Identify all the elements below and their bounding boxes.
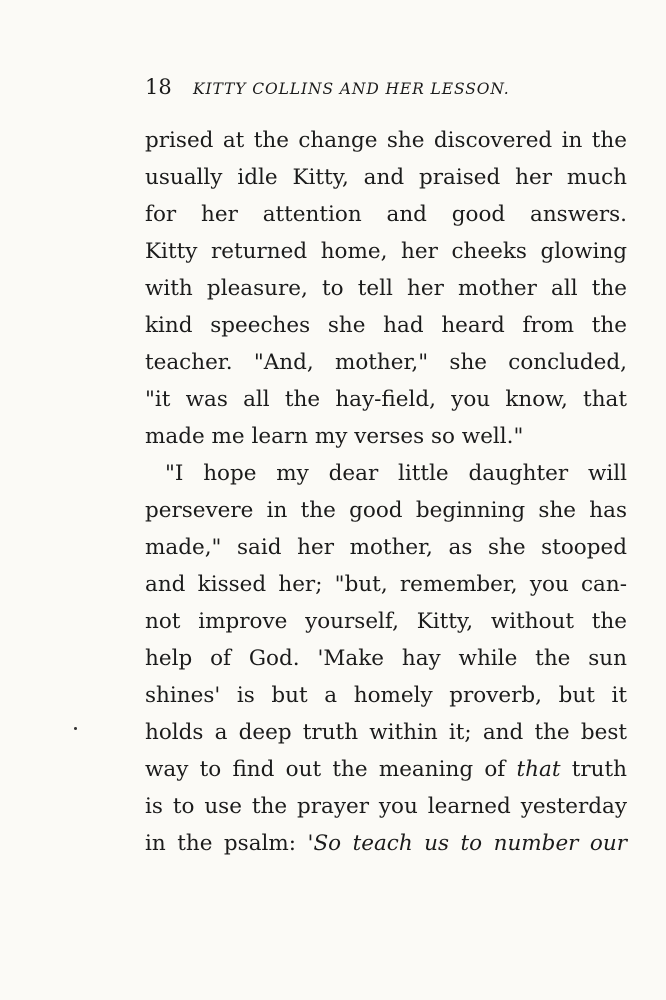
text-line: made," said her mother, as she stooped [145, 535, 627, 560]
text-line: help of God. 'Make hay while the sun [145, 646, 627, 671]
text-line: with pleasure, to tell her mother all the [145, 276, 627, 301]
page-number: 18 [145, 75, 172, 99]
running-title: KITTY COLLINS AND HER LESSON. [193, 80, 510, 98]
text-line: made me learn my verses so well." [145, 424, 524, 449]
text-line: for her attention and good answers. [145, 202, 627, 227]
text-line: prised at the change she discovered in the [145, 128, 627, 153]
text-line [145, 751, 627, 788]
text-line: "I hope my dear little daughter will [165, 461, 627, 486]
text-segment: way to find out the meaning of [145, 757, 506, 782]
text-line: usually idle Kitty, and praised her much [145, 165, 627, 190]
text-line: persevere in the good beginning she has [145, 498, 627, 523]
ink-speck [74, 727, 77, 730]
text-line: kind speeches she had heard from the [145, 313, 627, 338]
text-line: Kitty returned home, her cheeks glowing [145, 239, 627, 264]
page-header [145, 72, 625, 104]
text-line: not improve yourself, Kitty, without the [145, 609, 627, 634]
text-line: shines' is but a homely proverb, but it [145, 683, 627, 708]
emphasis-text: that [516, 757, 561, 782]
text-line: holds a deep truth within it; and the best [145, 720, 627, 745]
emphasis-text: So teach us to number our [313, 831, 628, 856]
text-line: teacher. "And, mother," she concluded, [145, 350, 627, 375]
body-text [145, 122, 627, 862]
text-line [145, 825, 627, 862]
text-line: is to use the prayer you learned yesterday [145, 794, 627, 819]
text-line: and kissed her; "but, remember, you can- [145, 572, 627, 597]
text-segment: in the psalm: ' [145, 831, 314, 856]
text-line: "it was all the hay-field, you know, that [145, 387, 627, 412]
text-segment: truth [571, 757, 627, 782]
